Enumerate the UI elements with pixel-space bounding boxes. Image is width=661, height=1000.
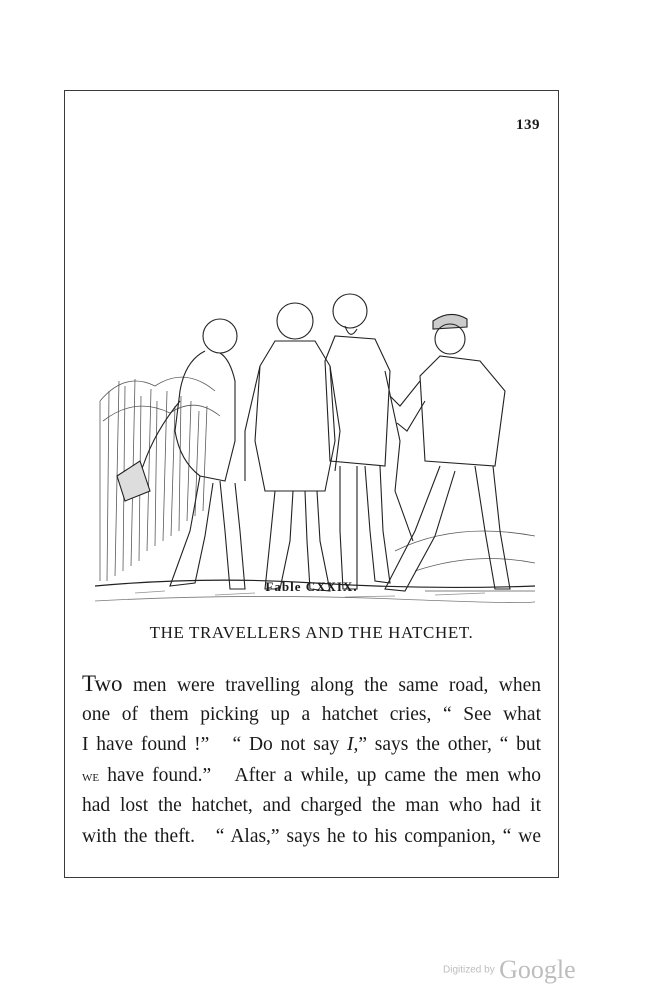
foliage-hatching: [100, 377, 535, 591]
fable-number: Fable CXXIX.: [265, 579, 358, 594]
body-line-5: [82, 791, 541, 822]
body-line-1: [82, 669, 541, 700]
body-opening-word: Two: [82, 671, 123, 696]
body-line-6-text: with the theft. “ Alas,” says he to his companion, “ we: [82, 825, 541, 847]
figure-young-man: [245, 303, 340, 591]
body-line-1-rest: men were travelling along the same road, when: [122, 675, 541, 696]
fable-title: THE TRAVELLERS AND THE HATCHET.: [149, 623, 474, 642]
body-line-2: [82, 700, 541, 731]
body-line-3-start: I have found !” “ Do not say: [82, 734, 347, 755]
body-small-caps-we: we: [82, 768, 100, 785]
watermark-logo-text: Google: [499, 955, 576, 984]
body-line-5-text: had lost the hatchet, and charged the man who had it: [82, 795, 541, 816]
figure-man-in-cap: [385, 314, 510, 591]
digitized-watermark: [443, 955, 576, 985]
body-line-3-end: ” says the other, “ but: [358, 734, 541, 755]
body-line-4-rest: have found.” After a while, up came the men who: [99, 764, 541, 786]
body-italic-i: I,: [347, 734, 359, 755]
figure-bending-man: [117, 319, 245, 589]
body-line-3: [82, 730, 541, 761]
body-line-6: [82, 822, 541, 853]
engraving-illustration: [95, 191, 535, 611]
page-frame: [64, 90, 559, 878]
fable-body: [82, 669, 541, 852]
body-line-4: [82, 761, 541, 792]
page-number: 139: [516, 117, 540, 133]
watermark-prefix: Digitized by: [443, 964, 495, 976]
body-line-2-text: one of them picking up a hatchet cries, “ See what: [82, 703, 541, 725]
